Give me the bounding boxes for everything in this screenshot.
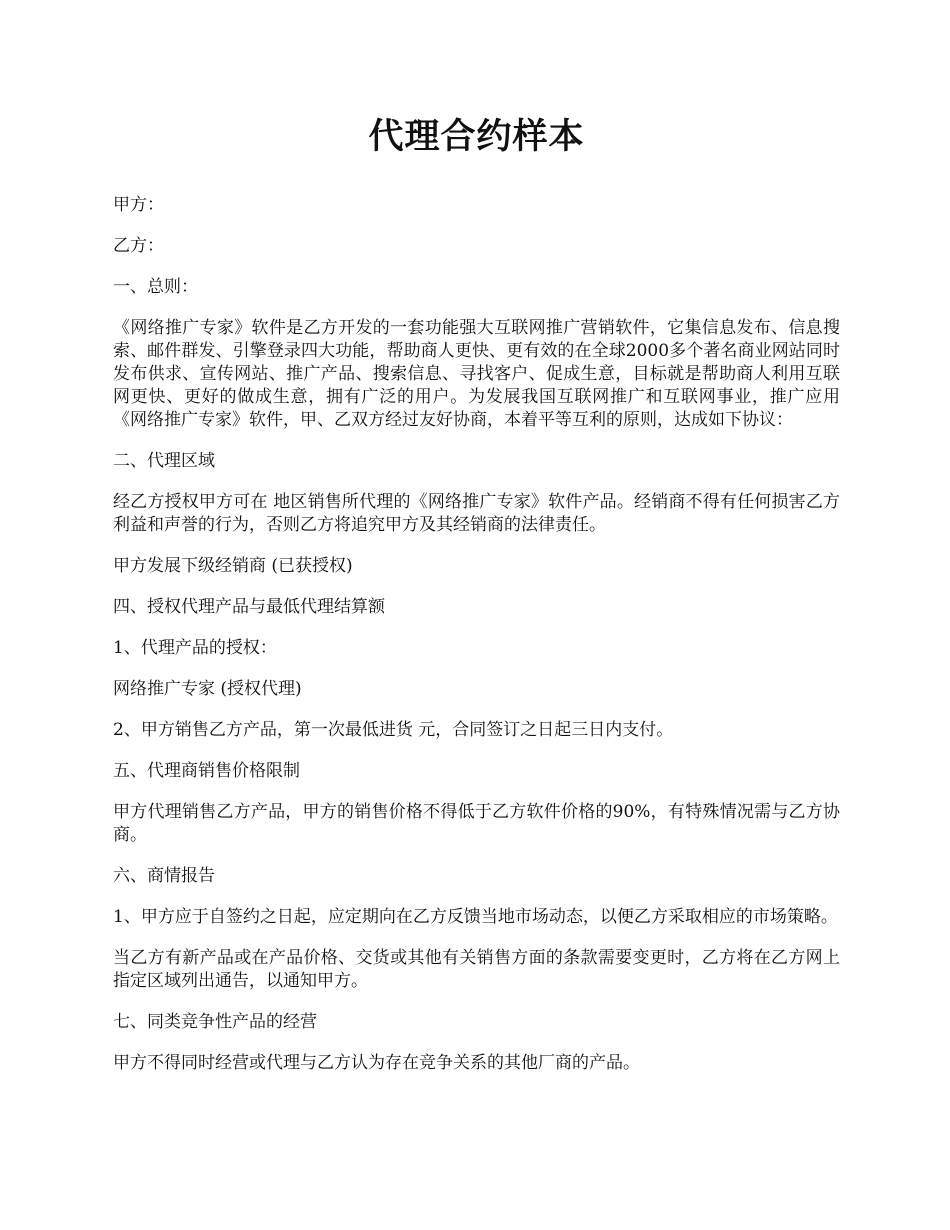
- section-heading-price-limit: 五、代理商销售价格限制: [113, 761, 300, 781]
- market-report-paragraph: 1、甲方应于自签约之日起，应定期向在乙方反馈当地市场动态，以便乙方采取相应的市场策略。: [113, 907, 838, 927]
- price-limit-paragraph: 甲方代理销售乙方产品，甲方的销售价格不得低于乙方软件价格的90%，有特殊情况需与乙方协商。: [113, 802, 840, 845]
- agency-region-paragraph: 经乙方授权甲方可在 地区销售所代理的《网络推广专家》软件产品。经销商不得有任何损害乙方利益和声誉的行为，否则乙方将追究甲方及其经销商的法律责任。: [113, 492, 840, 535]
- section-heading-authorized-products: 四、授权代理产品与最低代理结算额: [113, 597, 385, 617]
- notice-paragraph: 当乙方有新产品或在产品价格、交货或其他有关销售方面的条款需要变更时，乙方将在乙方网上指定区域列出通告，以通知甲方。: [113, 948, 840, 991]
- section-heading-competition: 七、同类竞争性产品的经营: [113, 1012, 317, 1032]
- sub-distributor-paragraph: 甲方发展下级经销商 (已获授权): [113, 556, 353, 576]
- minimum-purchase-paragraph: 2、甲方销售乙方产品，第一次最低进货 元，合同签订之日起三日内支付。: [113, 720, 674, 740]
- section-heading-market-report: 六、商情报告: [113, 866, 215, 886]
- product-name-paragraph: 网络推广专家 (授权代理): [113, 679, 302, 699]
- document-content: [113, 108, 840, 1093]
- document-title: 代理合约样本: [368, 116, 585, 157]
- section-heading-general: 一、总则：: [113, 277, 198, 297]
- party-a-line: 甲方：: [113, 195, 164, 215]
- competition-paragraph: 甲方不得同时经营或代理与乙方认为存在竞争关系的其他厂商的产品。: [113, 1053, 640, 1073]
- product-authorization-heading: 1、代理产品的授权：: [113, 638, 277, 658]
- section-heading-agency-region: 二、代理区域: [113, 451, 215, 471]
- party-b-line: 乙方：: [113, 236, 164, 256]
- general-paragraph: 《网络推广专家》软件是乙方开发的一套功能强大互联网推广营销软件，它集信息发布、信息搜索、邮件群发、引擎登录四大功能，帮助商人更快、更有效的在全球2000多个著名商业网站同时发布供求、宣传网站、推广产品、搜索信息、寻找客户、促成生意，目标就是帮助商人利用互联网更快、更好的做成生意，拥有广泛的用户。为发展我国互联网推广和互联网事业，推广应用《网络推广专家》软件，甲、乙双方经过友好协商，本着平等互利的原则，达成如下协议：: [113, 318, 840, 430]
